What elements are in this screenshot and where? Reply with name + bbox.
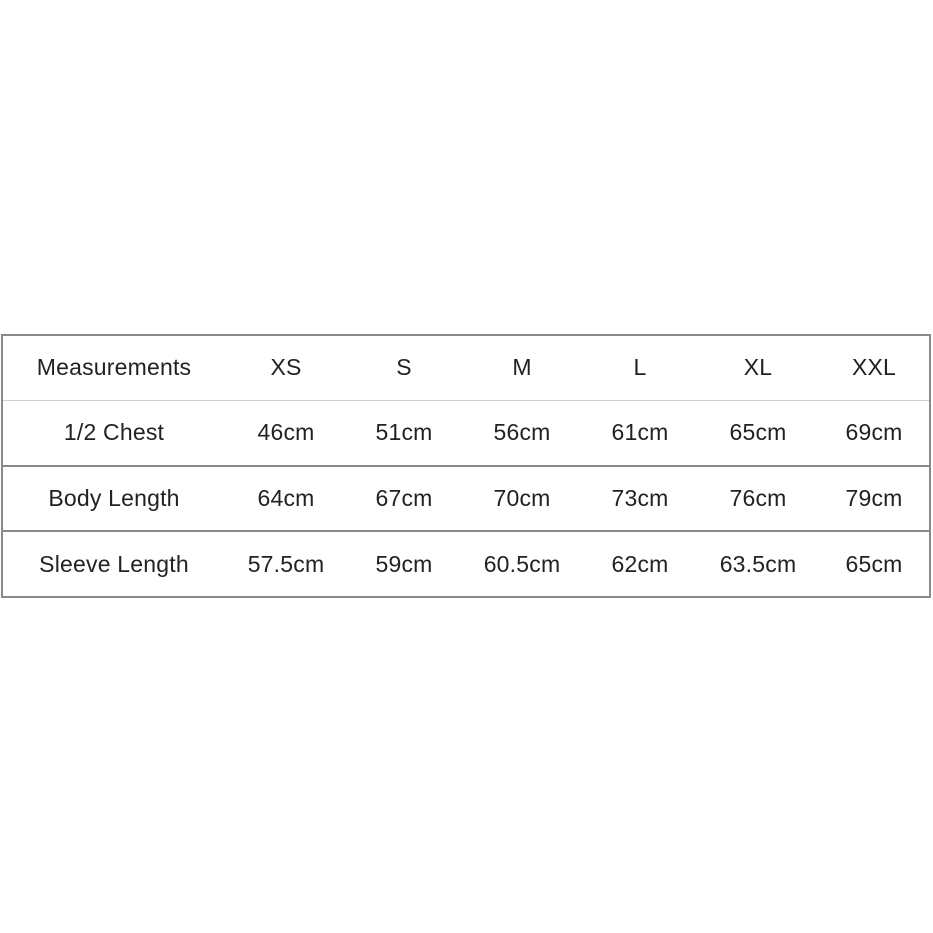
size-header-m: M — [512, 354, 532, 381]
value-cell-m: 56cm — [493, 419, 551, 446]
value-cell-xl: 65cm — [729, 419, 787, 446]
size-header-xs: XS — [270, 354, 302, 381]
value-cell-l: 62cm — [611, 550, 669, 577]
value-cell-m: 60.5cm — [483, 550, 561, 577]
header-row — [3, 336, 929, 401]
value-cell-xxl: 69cm — [845, 419, 903, 446]
value-cell-s: 59cm — [375, 550, 433, 577]
row-label: Body Length — [48, 484, 180, 511]
value-cell-s: 67cm — [375, 484, 433, 511]
value-cell-l: 73cm — [611, 484, 669, 511]
size-header-xxl: XXL — [851, 354, 897, 381]
row-body-length — [3, 467, 929, 533]
row-label: Sleeve Length — [39, 550, 189, 577]
value-cell-m: 70cm — [493, 484, 551, 511]
size-header-s: S — [396, 354, 412, 381]
value-cell-s: 51cm — [375, 419, 433, 446]
value-cell-xs: 46cm — [257, 419, 315, 446]
size-header-xl: XL — [743, 354, 773, 381]
measurements-header: Measurements — [36, 354, 192, 381]
value-cell-xl: 63.5cm — [719, 550, 797, 577]
size-chart-table — [1, 334, 931, 598]
value-cell-l: 61cm — [611, 419, 669, 446]
row-half-chest — [3, 401, 929, 467]
size-header-l: L — [633, 354, 647, 381]
row-sleeve-length — [3, 532, 929, 596]
value-cell-xs: 64cm — [257, 484, 315, 511]
value-cell-xl: 76cm — [729, 484, 787, 511]
value-cell-xxl: 79cm — [845, 484, 903, 511]
value-cell-xs: 57.5cm — [247, 550, 325, 577]
value-cell-xxl: 65cm — [845, 550, 903, 577]
row-label: 1/2 Chest — [63, 419, 165, 446]
